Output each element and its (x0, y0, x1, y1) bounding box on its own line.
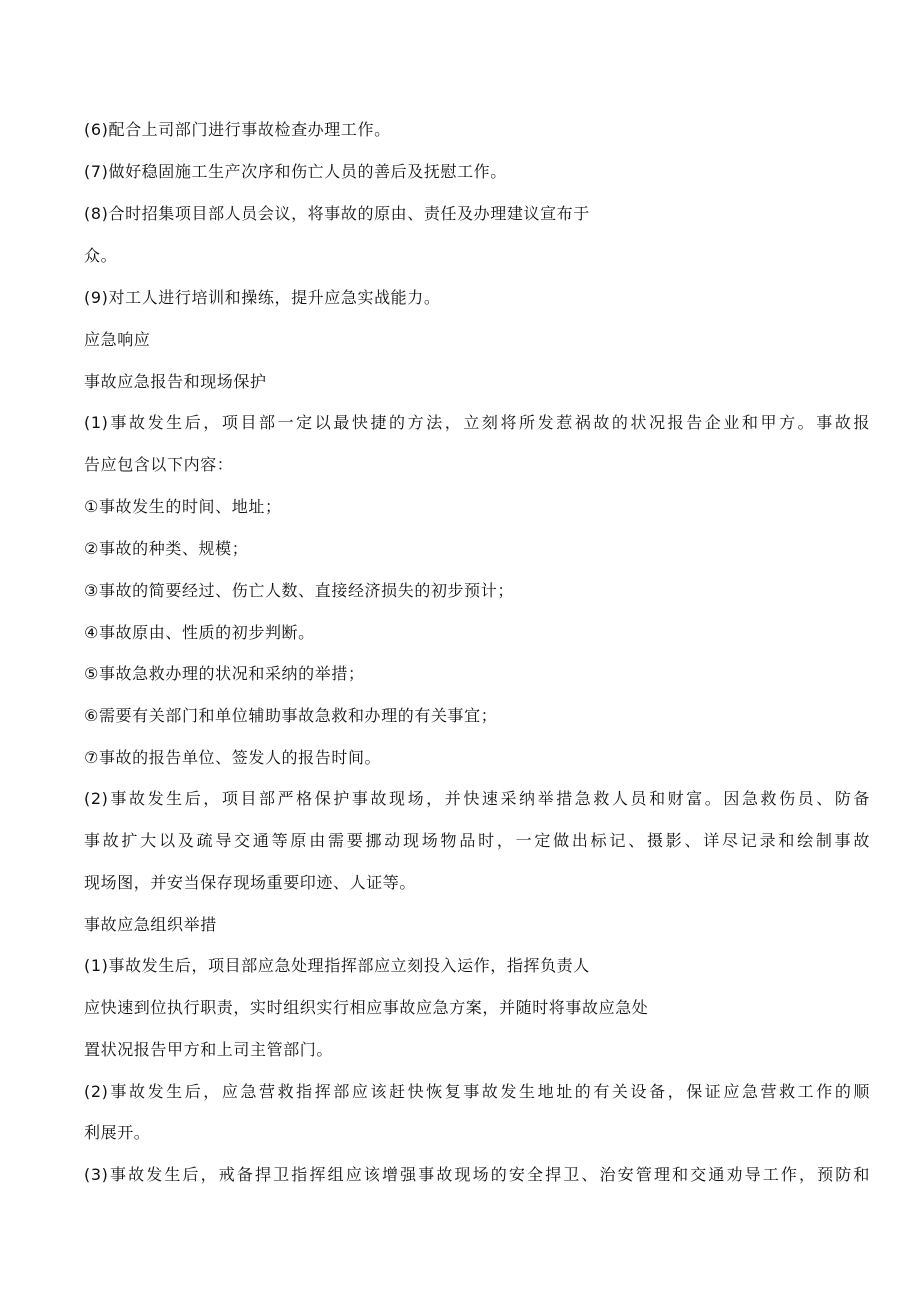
list-item: ⑤事故急救办理的状况和采纳的举措； (84, 664, 365, 683)
text-line: 告应包含以下内容： (84, 455, 234, 474)
list-item: ⑥需要有关部门和单位辅助事故急救和办理的有关事宜； (84, 706, 498, 725)
text-line: (8)合时招集项目部人员会议，将事故的原由、责任及办理建议宣布于 (84, 204, 590, 223)
section-heading: 应急响应 (84, 330, 151, 349)
section-heading: 事故应急组织举措 (84, 915, 217, 934)
list-item: ②事故的种类、规模； (84, 539, 249, 558)
text-line: 应快速到位执行职责，实时组织实行相应事故应急方案，并随时将事故应急处 (84, 998, 649, 1017)
text-line: (9)对工人进行培训和操练，提升应急实战能力。 (84, 288, 441, 307)
text-line: 置状况报告甲方和上司主管部门。 (84, 1040, 334, 1059)
text-line: (1)事故发生后，项目部一定以最快捷的方法，立刻将所发惹祸故的状况报告企业和甲方。事故报 (84, 413, 870, 432)
list-item: ⑦事故的报告单位、签发人的报告时间。 (84, 748, 382, 767)
text-line: 现场图，并安当保存现场重要印迹、人证等。 (84, 873, 417, 892)
list-item: ①事故发生的时间、地址； (84, 497, 282, 516)
text-line: (6)配合上司部门进行事故检查办理工作。 (84, 120, 391, 139)
text-line: 众。 (84, 246, 118, 265)
list-item: ④事故原由、性质的初步判断。 (84, 623, 315, 642)
text-line: (7)做好稳固施工生产次序和伤亡人员的善后及抚慰工作。 (84, 162, 507, 181)
text-line: 事故扩大以及疏导交通等原由需要挪动现场物品时，一定做出标记、摄影、详尽记录和绘制事故 (84, 831, 870, 850)
section-heading: 事故应急报告和现场保护 (84, 372, 267, 391)
text-line: (3)事故发生后，戒备捍卫指挥组应该增强事故现场的安全捍卫、治安管理和交通劝导工作，预防和 (84, 1165, 870, 1184)
text-line: 利展开。 (84, 1123, 151, 1142)
text-line: (2)事故发生后，应急营救指挥部应该赶快恢复事故发生地址的有关设备，保证应急营救工作的顺 (84, 1082, 870, 1101)
text-line: (2)事故发生后，项目部严格保护事故现场，并快速采纳举措急救人员和财富。因急救伤员、防备 (84, 789, 870, 808)
list-item: ③事故的简要经过、伤亡人数、直接经济损失的初步预计； (84, 581, 514, 600)
text-line: (1)事故发生后，项目部应急处理指挥部应立刻投入运作，指挥负责人 (84, 956, 590, 975)
